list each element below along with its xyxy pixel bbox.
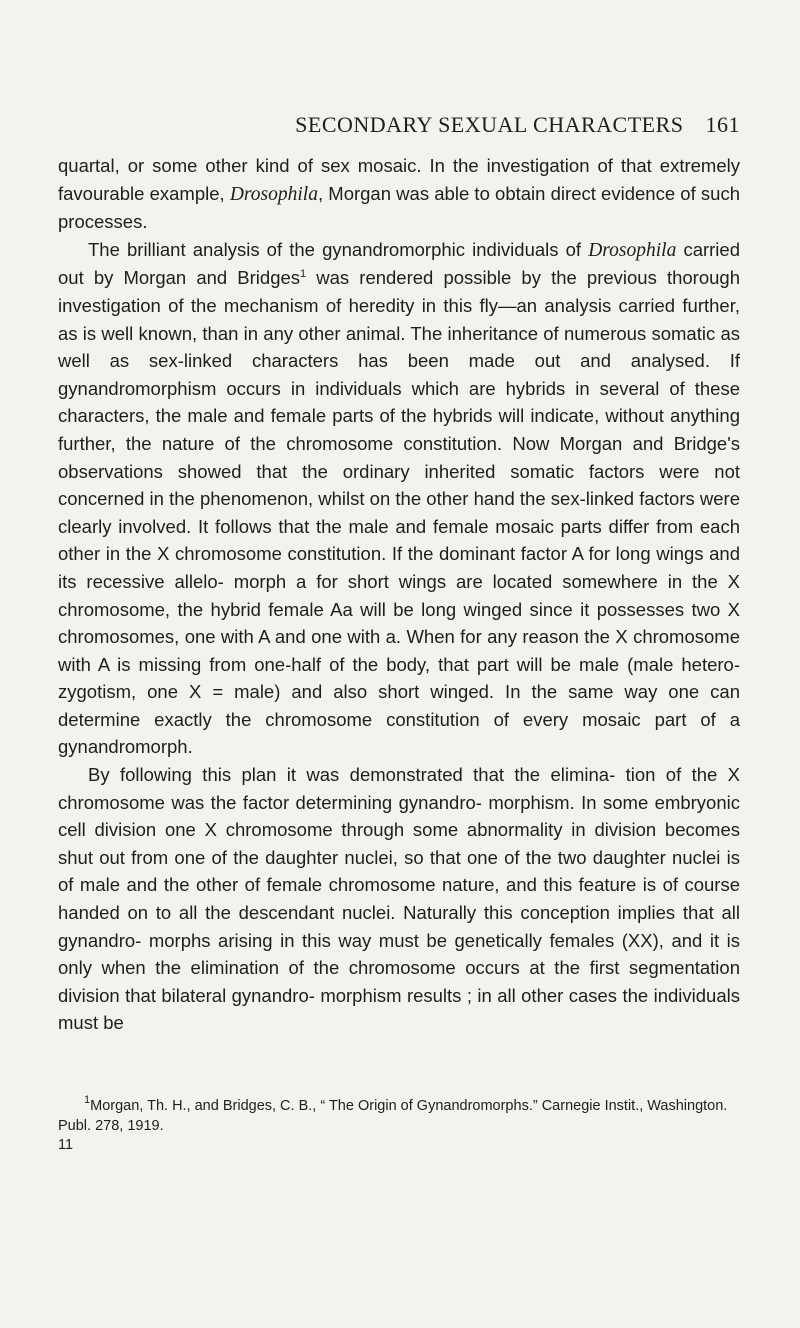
paragraph-2-lead: The brilliant analysis of the gynandromorphic individuals of [88,238,589,260]
paragraph-2-tail: was rendered possible by the previous thorough investigation of the mechanism of heredity in this fly—an analysis carried further, as is well known, than in any other animal. The inheritance of numerous somatic as well as sex-linked characters has been made out and analysed. If gynandromorphism occurs in individuals which are hybrids in several of these characters, the male and female parts of the hybrids will indicate, without anything further, the nature of the chromosome constitution. Now Morgan and Bridge's observations showed that the ordinary inherited somatic factors were not concerned in the phenomenon, whilst on the other hand the sex-linked factors were clearly involved. It follows that the male and female mosaic parts differ from each other in the X chromosome constitution. If the dominant factor A for long wings and its recessive allelo- morph a for short wings are located somewhere in the X chromosome, the hybrid female Aa will be long winged since it possesses two X chromosomes, one with A and one with a. When for any reason the X chromosome with A is missing from one-half of the body, that part will be male (male hetero- zygotism, one X = male) and also short winged. In the same way one can determine exactly the chromosome constitution of every mosaic part of a gynandromorph. [58,267,740,758]
page-number: 161 [705,112,740,137]
signature-mark: 11 [58,1137,74,1153]
paragraph-3: By following this plan it was demonstrated that the elimina- tion of the X chromosome was the factor determining gynandro- morphism. In some embryonic cell division one X chromosome through some abnormality in division becomes shut out from one of the daughter nuclei, so that one of the two daughter nuclei is of male and the other of female chromosome nature, and this feature is of course handed on to all the descendant nuclei. Naturally this conception implies that all gynandro- morphs arising in this way must be genetically females (XX), and it is only when the elimination of the chromosome occurs at the first segmentation division that bilateral gynandro- morphism results ; in all other cases the individuals must be [58,764,740,1034]
running-header [58,112,740,138]
italic-genus-name: Drosophila [229,183,318,205]
paragraph-1 [58,152,740,236]
footnote [58,1094,740,1156]
paragraph-2-mid: carried out by Morgan and Bridges [58,238,740,289]
italic-genus-name: Drosophila [588,239,677,261]
footnote-reference: 1 [300,268,307,281]
body-text [58,152,740,1037]
footnote-text: Morgan, Th. H., and Bridges, C. B., “ The Origin of Gynandromorphs.” Carnegie Instit., Washington. Publ. 278, 1919. [58,1098,728,1134]
paragraph-1-text: quartal, or some other kind of sex mosaic. In the investigation of that extremely favourable example, [58,155,740,204]
running-title: SECONDARY SEXUAL CHARACTERS [295,112,684,137]
paragraph-2 [58,236,740,761]
footnote-entry [58,1094,740,1136]
footnote-marker: 1 [84,1094,91,1106]
paragraph-1-tail: , Morgan was able to obtain direct evidence of such processes. [58,182,740,233]
